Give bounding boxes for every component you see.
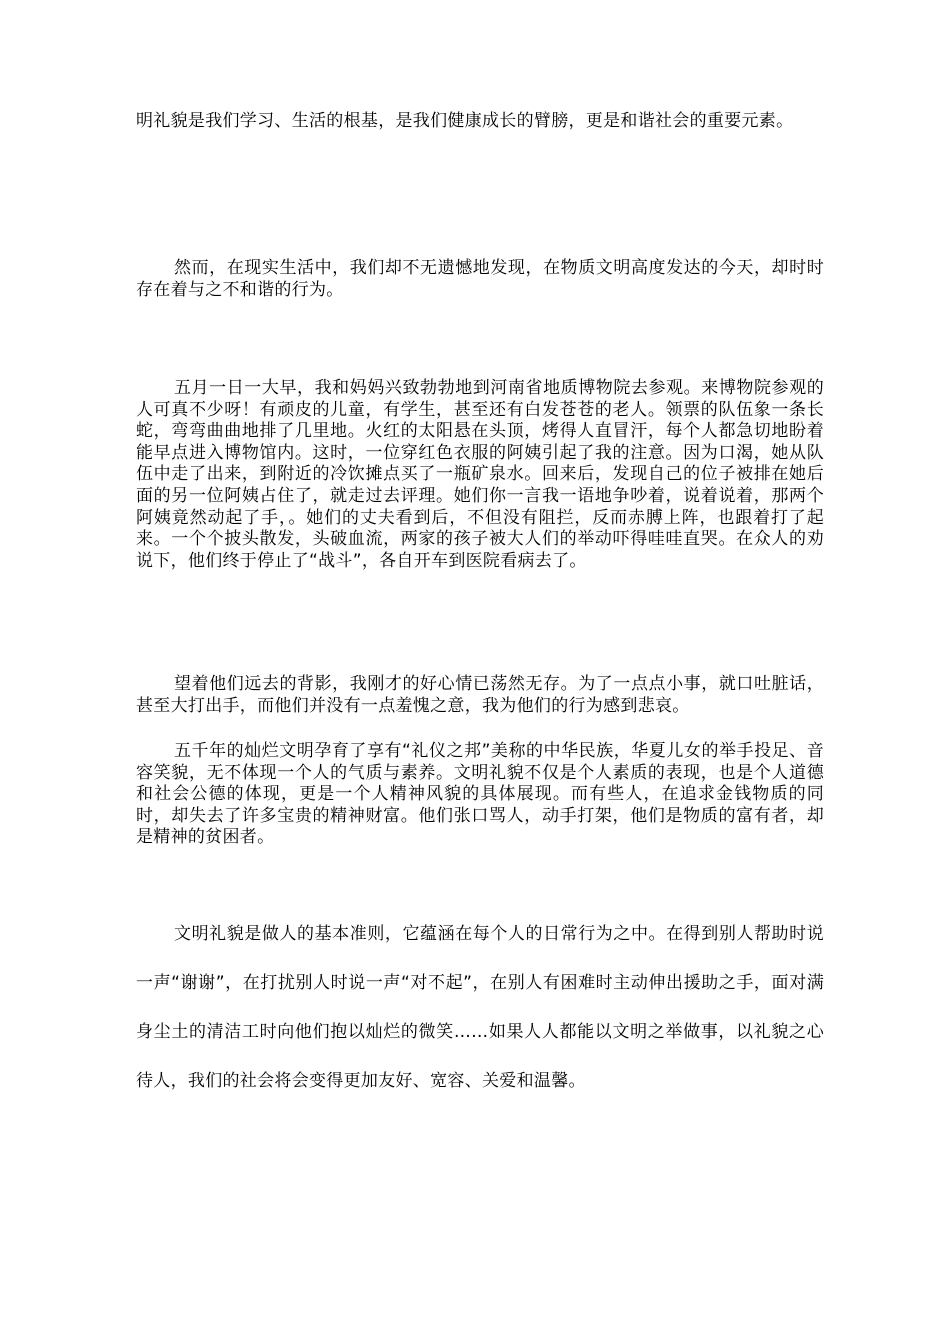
paragraph-5: 五千年的灿烂文明孕育了享有“礼仪之邦”美称的中华民族，华夏儿女的举手投足、音容笑貌，无不体现一个人的气质与素养。文明礼貌不仅是个人素质的表现，也是个人道德和社会公德的体现，更是一个人精神风貌的具体展现。而有些人，在追求金钱物质的同时，却失去了许多宝贵的精神财富。他们张口骂人，动手打架，他们是物质的富有者，却是精神的贫困者。 xyxy=(136,741,824,848)
paragraph-6: 文明礼貌是做人的基本准则，它蕴涵在每个人的日常行为之中。在得到别人帮助时说一声“谢谢”，在打扰别人时说一声“对不起”，在别人有困难时主动伸出援助之手，面对满身尘土的清洁工时向他们抱以灿烂的微笑……如果人人都能以文明之举做事，以礼貌之心待人，我们的社会将会变得更加友好、宽容、关爱和温馨。 xyxy=(136,924,824,1091)
paragraph-4: 望着他们远去的背影，我刚才的好心情已荡然无存。为了一点点小事，就口吐脏话，甚至大打出手，而他们并没有一点羞愧之意，我为他们的行为感到悲哀。 xyxy=(136,674,824,716)
paragraph-3: 五月一日一大早，我和妈妈兴致勃勃地到河南省地质博物院去参观。来博物院参观的人可真不少呀！有顽皮的儿童，有学生，甚至还有白发苍苍的老人。领票的队伍象一条长蛇，弯弯曲曲地排了几里地。火红的太阳悬在头顶，烤得人直冒汗，每个人都急切地盼着能早点进入博物馆内。这时，一位穿红色衣服的阿姨引起了我的注意。因为口渴，她从队伍中走了出来，到附近的冷饮摊点买了一瓶矿泉水。回来后，发现自己的位子被排在她后面的另一位阿姨占住了，就走过去评理。她们你一言我一语地争吵着，说着说着，那两个阿姨竟然动起了手，。她们的丈夫看到后，不但没有阻拦，反而赤膊上阵，也跟着打了起来。一个个披头散发，头破血流，两家的孩子被大人们的举动吓得哇哇直哭。在众人的劝说下，他们终于停止了“战斗”，各自开车到医院看病去了。 xyxy=(136,378,824,571)
paragraph-1: 明礼貌是我们学习、生活的根基，是我们健康成长的臂膀，更是和谐社会的重要元素。 xyxy=(136,111,794,131)
paragraph-2: 然而，在现实生活中，我们却不无遗憾地发现，在物质文明高度发达的今天，却时时存在着与之不和谐的行为。 xyxy=(136,258,824,300)
